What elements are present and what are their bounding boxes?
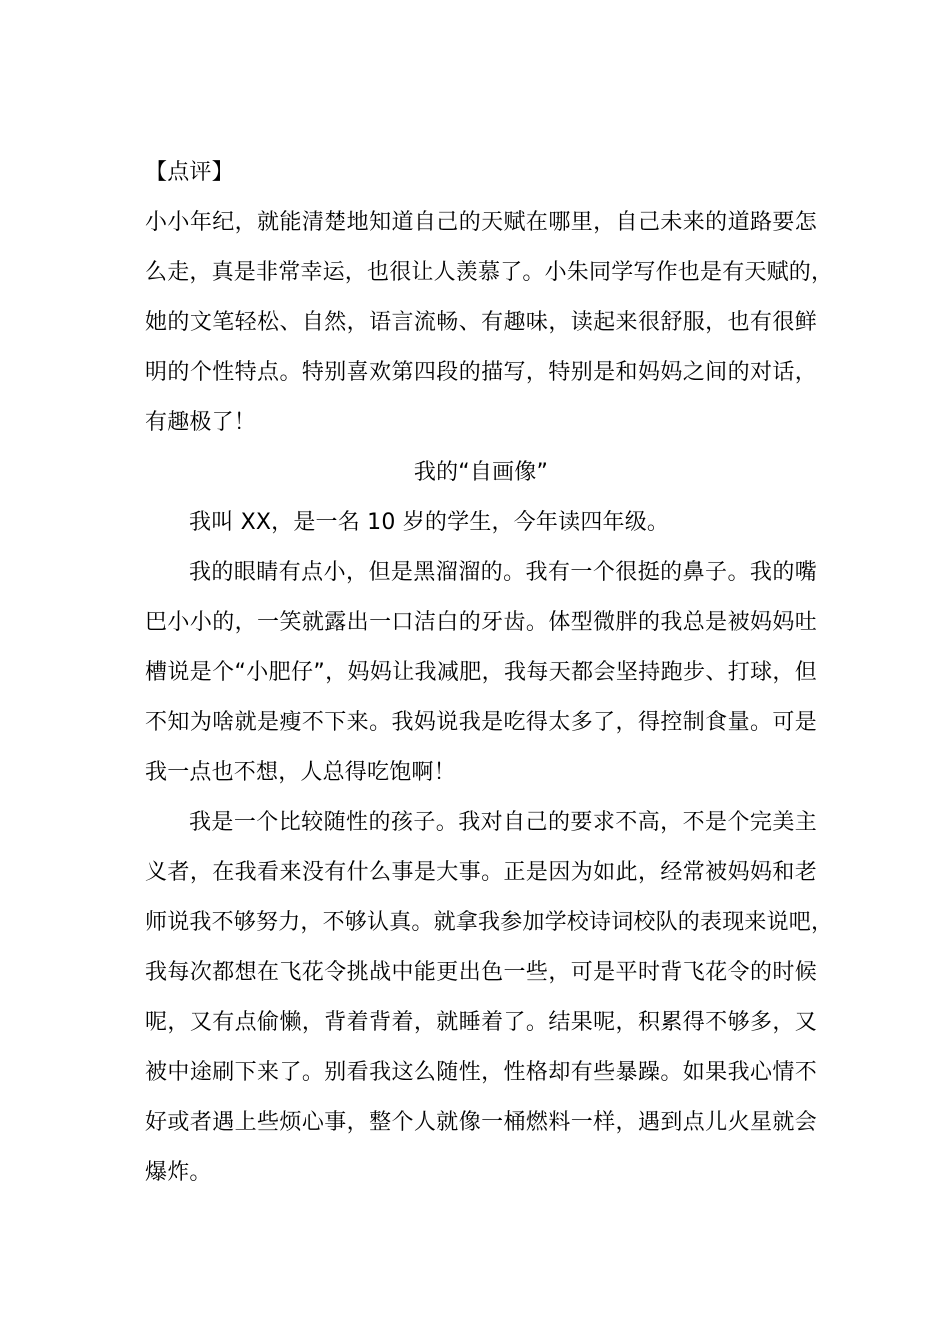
review-heading: 【点评】 — [145, 160, 234, 185]
essay-line: 我一点也不想，人总得吃饱啊！ — [145, 760, 456, 785]
review-line: 明的个性特点。特别喜欢第四段的描写，特别是和妈妈之间的对话， — [145, 360, 817, 385]
document-page — [145, 148, 834, 1198]
essay-line: 我是一个比较随性的孩子。我对自己的要求不高，不是个完美主 — [189, 810, 817, 835]
essay-line: 我叫 XX，是一名 10 岁的学生，今年读四年级。 — [189, 510, 670, 535]
essay-line: 好或者遇上些烦心事，整个人就像一桶燃料一样，遇到点儿火星就会 — [145, 1110, 817, 1135]
essay-line: 被中途刷下来了。别看我这么随性，性格却有些暴躁。如果我心情不 — [145, 1060, 817, 1085]
essay-line: 义者，在我看来没有什么事是大事。正是因为如此，经常被妈妈和老 — [145, 860, 817, 885]
review-line: 有趣极了！ — [145, 410, 257, 435]
essay-line: 巴小小的，一笑就露出一口洁白的牙齿。体型微胖的我总是被妈妈吐 — [145, 610, 817, 635]
essay-line: 我的眼睛有点小，但是黑溜溜的。我有一个很挺的鼻子。我的嘴 — [189, 560, 817, 585]
essay-line: 我每次都想在飞花令挑战中能更出色一些，可是平时背飞花令的时候 — [145, 960, 817, 985]
essay-paragraph-2 — [145, 548, 817, 798]
review-paragraph — [145, 198, 834, 448]
essay-line: 师说我不够努力，不够认真。就拿我参加学校诗词校队的表现来说吧， — [145, 910, 834, 935]
essay-line: 不知为啥就是瘦不下来。我妈说我是吃得太多了，得控制食量。可是 — [145, 710, 817, 735]
essay-line: 槽说是个“小肥仔”，妈妈让我减肥，我每天都会坚持跑步、打球，但 — [145, 660, 817, 685]
essay-paragraph-1 — [145, 498, 817, 548]
essay-paragraph-3 — [145, 798, 834, 1198]
essay-title: 我的“自画像” — [413, 460, 549, 485]
essay-line: 呢，又有点偷懒，背着背着，就睡着了。结果呢，积累得不够多，又 — [145, 1010, 817, 1035]
review-line: 小小年纪，就能清楚地知道自己的天赋在哪里，自己未来的道路要怎 — [145, 210, 817, 235]
essay-line: 爆炸。 — [145, 1160, 212, 1185]
review-line: 么走，真是非常幸运，也很让人羡慕了。小朱同学写作也是有天赋的， — [145, 260, 834, 285]
review-line: 她的文笔轻松、自然，语言流畅、有趣味，读起来很舒服，也有很鲜 — [145, 310, 817, 335]
